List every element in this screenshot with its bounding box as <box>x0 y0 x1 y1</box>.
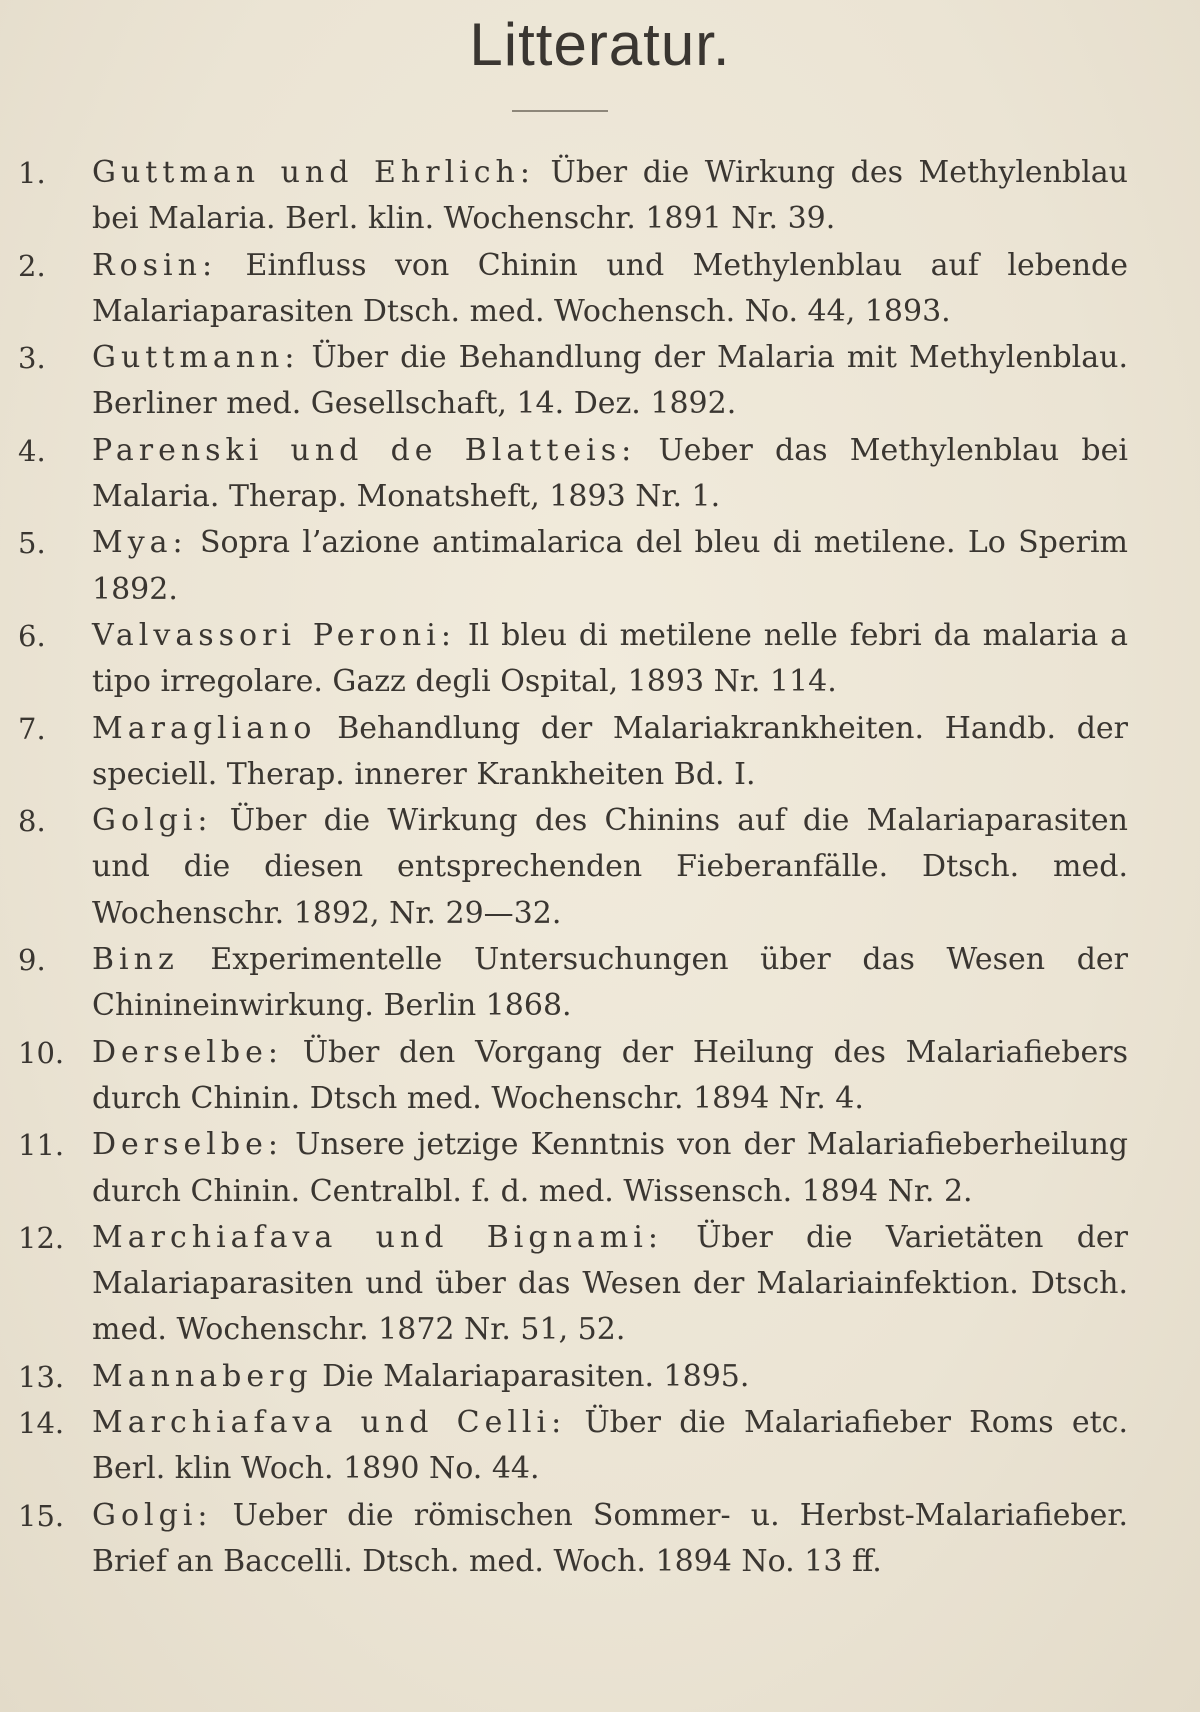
reference-number: 10. <box>18 1035 65 1070</box>
reference-item <box>18 428 1128 521</box>
title-divider <box>512 110 608 112</box>
reference-authors: Maragliano <box>92 710 317 746</box>
reference-authors: Derselbe: <box>92 1034 283 1070</box>
reference-number: 7. <box>18 711 46 746</box>
reference-text: Ueber die römischen Sommer- u. Herbst-Malariafieber. Brief an Baccelli. Dtsch. med. Woch. 1894 No. 13 ff. <box>92 1497 1128 1579</box>
reference-number: 15. <box>18 1498 65 1533</box>
reference-item <box>18 1493 1128 1586</box>
reference-authors: Parenski und de Blatteis: <box>92 432 637 468</box>
reference-number: 11. <box>18 1128 65 1163</box>
reference-text: Über den Vorgang der Heilung des Malariafiebers durch Chinin. Dtsch med. Wochenschr. 1894 Nr. 4. <box>92 1034 1128 1116</box>
reference-item <box>18 1354 1128 1400</box>
reference-item <box>18 150 1128 243</box>
reference-number: 2. <box>18 248 46 283</box>
reference-text: Ueber das Methylenblau bei Malaria. Therap. Monatsheft, 1893 Nr. 1. <box>92 432 1128 515</box>
reference-text: Behandlung der Malariakrankheiten. Handb. der speciell. Therap. innerer Krankheiten Bd. I. <box>92 710 1128 792</box>
reference-text: Über die Wirkung des Methylenblau bei Malaria. Berl. klin. Wochenschr. 1891 Nr. 39. <box>92 155 1128 237</box>
reference-number: 8. <box>18 804 46 839</box>
reference-text: Über die Malariafieber Roms etc. Berl. klin Woch. 1890 No. 44. <box>92 1405 1128 1487</box>
reference-item <box>18 335 1128 428</box>
reference-authors: Marchiafava und Celli: <box>92 1405 567 1441</box>
reference-text: Über die Varietäten der Malariaparasiten und über das Wesen der Malariainfektion. Dtsch. med. Wochenschr. 1872 Nr. 51, 52. <box>92 1219 1128 1348</box>
reference-text: Unsere jetzige Kenntnis von der Malariafieberheilung durch Chinin. Centralbl. f. d. med. Wissensch. 1894 Nr. 2. <box>92 1127 1128 1209</box>
reference-text: Sopra l’azione antimalarica del bleu di metilene. Lo Sperim 1892. <box>92 525 1128 607</box>
reference-number: 3. <box>18 341 46 376</box>
reference-authors: Derselbe: <box>92 1127 283 1163</box>
reference-item <box>18 798 1128 937</box>
reference-number: 5. <box>18 526 46 561</box>
reference-number: 1. <box>18 156 46 190</box>
reference-number: 13. <box>18 1359 65 1394</box>
page-title: Litteratur. <box>469 11 731 78</box>
reference-item <box>18 1030 1128 1123</box>
reference-authors: Golgi: <box>92 803 213 839</box>
reference-authors: Golgi: <box>92 1497 213 1533</box>
reference-authors: Mannaberg <box>92 1358 313 1394</box>
reference-item <box>18 613 1128 706</box>
reference-item <box>18 1400 1128 1493</box>
reference-item <box>18 1215 1128 1354</box>
reference-number: 14. <box>18 1406 65 1441</box>
reference-number: 6. <box>18 618 46 653</box>
reference-text: Über die Wirkung des Chinins auf die Malariaparasiten und die diesen entsprechenden Fieberanfälle. Dtsch. med. Wochenschr. 1892, Nr. 29—32. <box>92 803 1128 931</box>
reference-authors: Guttman und Ehrlich: <box>92 155 535 190</box>
reference-text: Einfluss von Chinin und Methylenblau auf lebende Malariaparasiten Dtsch. med. Wochensch. No. 44, 1893. <box>92 247 1128 329</box>
reference-number: 9. <box>18 943 46 978</box>
reference-authors: Binz <box>92 942 179 978</box>
reference-item <box>18 706 1128 799</box>
reference-item <box>18 1122 1128 1215</box>
reference-text: Il bleu di metilene nelle febri da malaria a tipo irregolare. Gazz degli Ospital, 1893 Nr. 114. <box>92 617 1128 700</box>
reference-number: 4. <box>18 433 46 468</box>
reference-authors: Mya: <box>92 525 188 561</box>
reference-item <box>18 243 1128 336</box>
reference-item <box>18 937 1128 1030</box>
reference-text: Experimentelle Untersuchungen über das Wesen der Chinineinwirkung. Berlin 1868. <box>92 942 1128 1024</box>
reference-authors: Valvassori Peroni: <box>92 617 456 653</box>
reference-authors: Guttmann: <box>92 340 300 376</box>
reference-list <box>18 150 1128 1585</box>
reference-text: Über die Behandlung der Malaria mit Methylenblau. Berliner med. Gesellschaft, 14. Dez. 1892. <box>92 340 1128 422</box>
reference-number: 12. <box>18 1220 65 1255</box>
reference-authors: Rosin: <box>92 247 218 283</box>
reference-text: Die Malariaparasiten. 1895. <box>312 1358 750 1394</box>
reference-item <box>18 520 1128 613</box>
reference-authors: Marchiafava und Bignami: <box>92 1219 663 1255</box>
